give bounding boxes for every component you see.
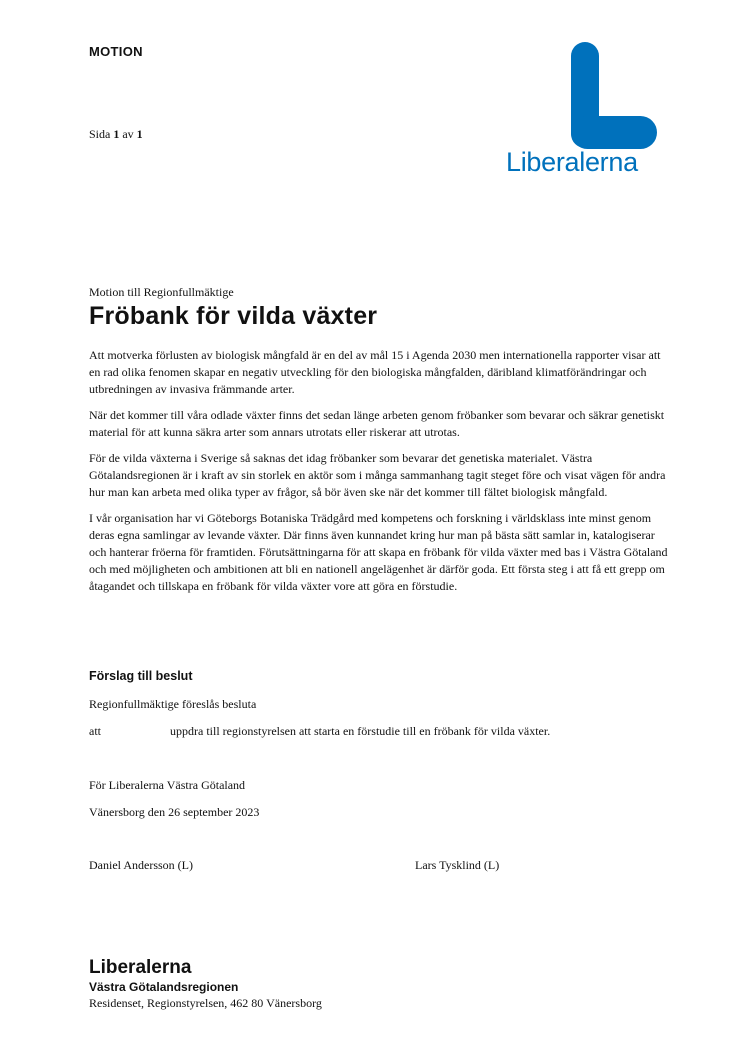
paragraph: När det kommer till våra odlade växter finns det sedan länge arbeten genom fröbanker som bevarar och säkrar genetiskt material för att kunna säkra arter som annars utrotats eller riskerar att utrotas. — [89, 408, 665, 439]
proposal-heading: Förslag till beslut — [89, 669, 193, 683]
signer-name: Daniel Andersson (L) — [89, 858, 193, 872]
signature-place-date: Vänersborg den 26 september 2023 — [89, 805, 260, 819]
logo-wordmark: Liberalerna — [506, 147, 638, 177]
signer-name: Lars Tysklind (L) — [415, 858, 500, 872]
proposal-att-text: uppdra till regionstyrelsen att starta en förstudie till en fröbank för vilda växter. — [170, 724, 551, 738]
page-indicator — [89, 127, 143, 142]
paragraph: Att motverka förlusten av biologisk mångfald är en del av mål 15 i Agenda 2030 men internationella rapporter visar att en rad olika fenomen skapar en negativ utveckling för den biologiska mångfalden, däribland klimatförändringar och utbredningen av invasiva främmande arter. — [89, 348, 661, 396]
page-current: 1 — [113, 127, 120, 141]
page-label: Sida — [89, 127, 111, 141]
footer-address: Residenset, Regionstyrelsen, 462 80 Vänersborg — [89, 996, 322, 1010]
page-of: av — [122, 127, 134, 141]
proposal-intro: Regionfullmäktige föreslås besluta — [89, 697, 257, 711]
document-subtitle: Motion till Regionfullmäktige — [89, 285, 234, 299]
paragraph: För de vilda växterna i Sverige så saknas det idag fröbanker som bevarar det genetiska materialet. Västra Götalandsregionen är i kraft av sin storlek en aktör som i många sammanhang tagit steget före och visat vägen för andra hur man kan arbeta med olika typer av frågor, så bör även ske när det kommer till fältet biologisk mångfald. — [89, 451, 666, 499]
body-text — [89, 347, 669, 604]
page-total: 1 — [136, 127, 143, 141]
proposal-att-label: att — [89, 724, 101, 738]
paragraph: I vår organisation har vi Göteborgs Botaniska Trädgård med kompetens och forskning i världsklass inte minst genom deras egna samlingar av levande växter. Där finns även kunnandet kring hur man på bästa sätt samlar in, katalogiserar och hanterar fröerna för framtiden. Förutsättningarna för att skapa en fröbank för vilda växter med bas i Västra Götaland och med möjligheten och ambitionen att bli en nationell angelägenhet är därför goda. Ett första steg i att få ett grepp om åtagandet och tillskapa en fröbank för vilda växter vore att göra en förstudie. — [89, 511, 668, 593]
document-type-label: MOTION — [89, 44, 143, 59]
signature-party: För Liberalerna Västra Götaland — [89, 778, 246, 792]
document-title: Fröbank för vilda växter — [89, 302, 378, 330]
footer-region: Västra Götalandsregionen — [89, 980, 239, 994]
footer-brand: Liberalerna — [89, 957, 192, 978]
